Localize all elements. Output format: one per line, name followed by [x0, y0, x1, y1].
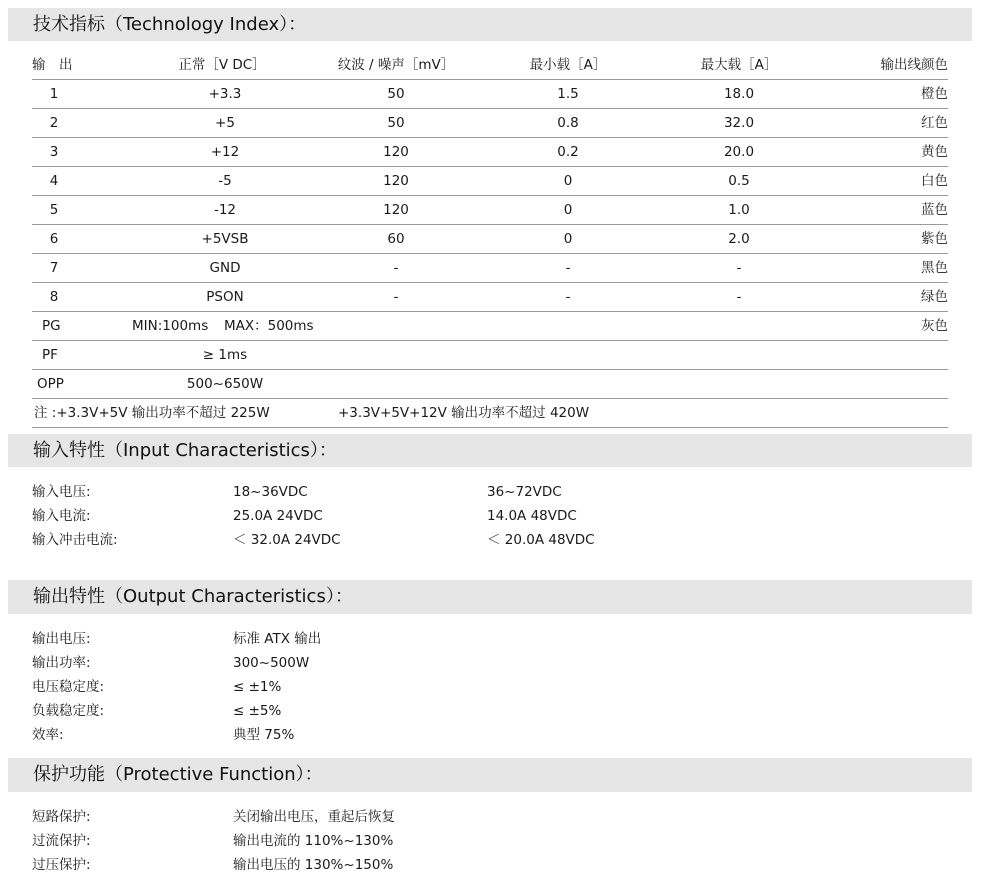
- cell-wire-color: 蓝色: [921, 202, 948, 218]
- cell-min-load: 0.2: [557, 144, 579, 160]
- cell-voltage: GND: [209, 260, 241, 276]
- tech-section-title: 技术指标（Technology Index）：: [33, 14, 307, 35]
- spec-label: 过压保护:: [32, 857, 91, 873]
- spec-value-48v: 36~72VDC: [487, 484, 562, 500]
- cell-wire-color: 红色: [921, 115, 948, 131]
- cell-max-load: 0.5: [728, 173, 750, 189]
- cell-ripple: 120: [383, 144, 409, 160]
- cell-ripple: 60: [387, 231, 405, 247]
- cell-voltage: PSON: [206, 289, 244, 305]
- spec-value: ≤ ±5%: [233, 703, 282, 719]
- pf-value: ≥ 1ms: [202, 347, 248, 363]
- cell-wire-color: 白色: [921, 173, 948, 189]
- spec-label: 输入电压:: [32, 484, 91, 500]
- cell-voltage: -5: [218, 173, 232, 189]
- cell-wire-color: 橙色: [921, 86, 948, 102]
- header-ripple-noise: 纹波 / 噪声［mV］: [337, 57, 455, 73]
- cell-min-load: 0: [563, 202, 573, 218]
- pg-label: PG: [42, 318, 61, 334]
- cell-ripple: 120: [383, 202, 409, 218]
- table-row: [32, 109, 948, 138]
- protect-section-title: 保护功能（Protective Function）：: [33, 764, 323, 785]
- cell-output: 8: [49, 289, 59, 305]
- table-row: [32, 167, 948, 196]
- spec-table-header: [32, 52, 948, 80]
- spec-value: 输出电压的 130%~150%: [233, 857, 394, 873]
- cell-max-load: -: [736, 289, 742, 305]
- cell-min-load: 0.8: [557, 115, 579, 131]
- header-wire-color: 输出线颜色: [880, 57, 948, 73]
- opp-value: 500~650W: [186, 376, 264, 392]
- cell-voltage: -12: [213, 202, 237, 218]
- cell-min-load: 1.5: [557, 86, 579, 102]
- spec-value: ≤ ±1%: [233, 679, 282, 695]
- spec-value: 标准 ATX 输出: [233, 631, 322, 647]
- spec-value-48v: ＜ 20.0A 48VDC: [487, 532, 595, 548]
- table-row: [32, 138, 948, 167]
- cell-max-load: 18.0: [723, 86, 755, 102]
- spec-value: 典型 75%: [233, 727, 295, 743]
- spec-value-24v: 18~36VDC: [233, 484, 308, 500]
- table-row: [32, 283, 948, 312]
- output-section-header: [8, 580, 972, 614]
- spec-value-24v: ＜ 32.0A 24VDC: [233, 532, 341, 548]
- cell-voltage: +5VSB: [201, 231, 249, 247]
- cell-ripple: -: [393, 289, 399, 305]
- cell-voltage: +3.3: [208, 86, 242, 102]
- cell-ripple: 120: [383, 173, 409, 189]
- cell-output: 6: [49, 231, 59, 247]
- protect-section-header: [8, 758, 972, 792]
- header-min-load: 最小载［A］: [529, 57, 607, 73]
- opp-label: OPP: [37, 376, 64, 392]
- spec-value-48v: 14.0A 48VDC: [487, 508, 577, 524]
- cell-wire-color: 绿色: [921, 289, 948, 305]
- opp-row: [32, 370, 948, 399]
- cell-output: 3: [49, 144, 59, 160]
- cell-wire-color: 黑色: [921, 260, 948, 276]
- spec-label: 输出功率:: [32, 655, 91, 671]
- pg-row: [32, 312, 948, 341]
- header-max-load: 最大载［A］: [700, 57, 778, 73]
- spec-label: 过流保护:: [32, 833, 91, 849]
- input-section-title: 输入特性（Input Characteristics）：: [33, 440, 337, 461]
- spec-label: 电压稳定度:: [32, 679, 105, 695]
- table-row: [32, 225, 948, 254]
- cell-max-load: 32.0: [723, 115, 755, 131]
- cell-output: 4: [49, 173, 59, 189]
- table-row: [32, 254, 948, 283]
- header-output: 输 出: [32, 57, 73, 73]
- cell-output: 5: [49, 202, 59, 218]
- cell-max-load: 1.0: [728, 202, 750, 218]
- output-section-title: 输出特性（Output Characteristics）：: [33, 586, 353, 607]
- cell-ripple: 50: [387, 115, 405, 131]
- spec-label: 负载稳定度:: [32, 703, 105, 719]
- cell-max-load: -: [736, 260, 742, 276]
- spec-value: 输出电流的 110%~130%: [233, 833, 394, 849]
- cell-output: 2: [49, 115, 59, 131]
- spec-table: [32, 52, 948, 428]
- spec-value: 300~500W: [233, 655, 310, 671]
- cell-max-load: 2.0: [728, 231, 750, 247]
- pg-wire-color: 灰色: [921, 318, 948, 334]
- note-text-a: 注 :+3.3V+5V 输出功率不超过 225W: [34, 405, 270, 421]
- pf-row: [32, 341, 948, 370]
- spec-value-24v: 25.0A 24VDC: [233, 508, 323, 524]
- cell-min-load: -: [565, 260, 571, 276]
- pg-min: MIN:100ms: [132, 318, 209, 334]
- cell-wire-color: 黄色: [921, 144, 948, 160]
- header-normal-vdc: 正常［V DC］: [178, 57, 266, 73]
- note-row: [32, 399, 948, 428]
- cell-output: 7: [49, 260, 59, 276]
- input-section-header: [8, 434, 972, 467]
- spec-label: 短路保护:: [32, 809, 91, 825]
- tech-section-header: [8, 8, 972, 41]
- cell-voltage: +5: [215, 115, 235, 131]
- cell-output: 1: [49, 86, 59, 102]
- cell-ripple: 50: [387, 86, 405, 102]
- spec-label: 效率:: [32, 727, 64, 743]
- pg-max: MAX：500ms: [224, 318, 314, 334]
- cell-min-load: 0: [563, 173, 573, 189]
- spec-label: 输入冲击电流:: [32, 532, 118, 548]
- cell-min-load: -: [565, 289, 571, 305]
- cell-min-load: 0: [563, 231, 573, 247]
- spec-label: 输入电流:: [32, 508, 91, 524]
- cell-wire-color: 紫色: [921, 231, 948, 247]
- cell-voltage: +12: [210, 144, 240, 160]
- spec-label: 输出电压:: [32, 631, 91, 647]
- table-row: [32, 80, 948, 109]
- cell-max-load: 20.0: [723, 144, 755, 160]
- note-text-b: +3.3V+5V+12V 输出功率不超过 420W: [338, 405, 590, 421]
- spec-value: 关闭输出电压，重起后恢复: [233, 809, 395, 825]
- pf-label: PF: [42, 347, 58, 363]
- table-row: [32, 196, 948, 225]
- cell-ripple: -: [393, 260, 399, 276]
